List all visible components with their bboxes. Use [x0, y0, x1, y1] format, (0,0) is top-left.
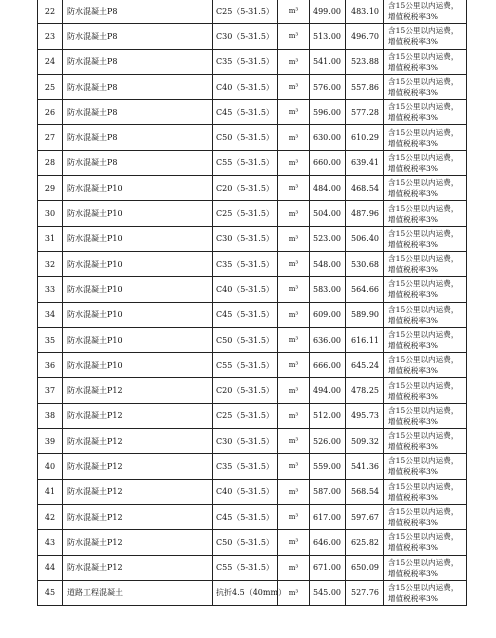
table-row: [38, 454, 467, 479]
material-name: 防水混凝土P12: [63, 479, 213, 504]
row-number: 24: [38, 49, 63, 74]
material-spec: C45（5-31.5）: [213, 100, 278, 125]
material-name: 防水混凝土P10: [63, 302, 213, 327]
material-spec: C25（5-31.5）: [213, 0, 278, 24]
price-excl-tax: 610.29: [346, 125, 384, 150]
remark-line-2: 增值税税率3%: [388, 113, 439, 123]
unit: m³: [278, 24, 310, 49]
price-incl-tax: 523.00: [310, 226, 346, 251]
unit: m³: [278, 454, 310, 479]
row-number: 45: [38, 580, 63, 605]
remark-line-1: 含15公里以内运费，: [388, 178, 459, 188]
remark-line-1: 含15公里以内运费，: [388, 51, 459, 61]
price-excl-tax: 597.67: [346, 504, 384, 529]
price-incl-tax: 671.00: [310, 555, 346, 580]
remark: [384, 251, 467, 276]
remark: [384, 327, 467, 352]
table-row: [38, 24, 467, 49]
remark: [384, 49, 467, 74]
remark: [384, 74, 467, 99]
material-spec: C50（5-31.5）: [213, 125, 278, 150]
unit: m³: [278, 479, 310, 504]
material-name: 防水混凝土P8: [63, 100, 213, 125]
material-spec: C40（5-31.5）: [213, 74, 278, 99]
row-number: 43: [38, 530, 63, 555]
price-excl-tax: 530.68: [346, 251, 384, 276]
price-incl-tax: 587.00: [310, 479, 346, 504]
remark: [384, 504, 467, 529]
remark-line-2: 增值税税率3%: [388, 138, 439, 148]
material-spec: C55（5-31.5）: [213, 555, 278, 580]
unit: m³: [278, 530, 310, 555]
remark-line-2: 增值税税率3%: [388, 391, 439, 401]
price-incl-tax: 559.00: [310, 454, 346, 479]
price-incl-tax: 548.00: [310, 251, 346, 276]
material-name: 防水混凝土P10: [63, 353, 213, 378]
table-row: [38, 479, 467, 504]
price-incl-tax: 541.00: [310, 49, 346, 74]
row-number: 38: [38, 403, 63, 428]
remark: [384, 429, 467, 454]
material-spec: C40（5-31.5）: [213, 479, 278, 504]
material-name: 防水混凝土P10: [63, 327, 213, 352]
material-spec: C20（5-31.5）: [213, 378, 278, 403]
unit: m³: [278, 100, 310, 125]
row-number: 35: [38, 327, 63, 352]
remark: [384, 555, 467, 580]
remark-line-1: 含15公里以内运费，: [388, 152, 459, 162]
remark-line-1: 含15公里以内运费，: [388, 582, 459, 592]
price-incl-tax: 617.00: [310, 504, 346, 529]
material-name: 防水混凝土P8: [63, 150, 213, 175]
unit: m³: [278, 429, 310, 454]
remark-line-2: 增值税税率3%: [388, 467, 439, 477]
material-name: 防水混凝土P8: [63, 24, 213, 49]
price-incl-tax: 646.00: [310, 530, 346, 555]
material-name: 防水混凝土P10: [63, 251, 213, 276]
material-name: 防水混凝土P10: [63, 201, 213, 226]
price-excl-tax: 564.66: [346, 277, 384, 302]
remark-line-1: 含15公里以内运费，: [388, 304, 459, 314]
remark-line-1: 含15公里以内运费，: [388, 1, 459, 11]
unit: m³: [278, 49, 310, 74]
material-spec: C40（5-31.5）: [213, 277, 278, 302]
table-row: [38, 100, 467, 125]
unit: m³: [278, 125, 310, 150]
remark: [384, 353, 467, 378]
remark-line-2: 增值税税率3%: [388, 62, 439, 72]
table-row: [38, 49, 467, 74]
remark: [384, 302, 467, 327]
remark-line-1: 含15公里以内运费，: [388, 507, 459, 517]
remark-line-2: 增值税税率3%: [388, 265, 439, 275]
table-row: [38, 251, 467, 276]
remark: [384, 100, 467, 125]
unit: m³: [278, 251, 310, 276]
remark-line-2: 增值税税率3%: [388, 568, 439, 578]
remark-line-2: 增值税税率3%: [388, 416, 439, 426]
material-spec: C35（5-31.5）: [213, 49, 278, 74]
material-spec: C45（5-31.5）: [213, 302, 278, 327]
remark: [384, 226, 467, 251]
material-name: 防水混凝土P12: [63, 429, 213, 454]
remark: [384, 0, 467, 24]
unit: m³: [278, 201, 310, 226]
material-spec: C45（5-31.5）: [213, 504, 278, 529]
price-excl-tax: 650.09: [346, 555, 384, 580]
remark: [384, 530, 467, 555]
table-row: [38, 125, 467, 150]
price-excl-tax: 527.76: [346, 580, 384, 605]
remark-line-2: 增值税税率3%: [388, 214, 439, 224]
table-row: [38, 327, 467, 352]
price-excl-tax: 506.40: [346, 226, 384, 251]
row-number: 28: [38, 150, 63, 175]
table-row: [38, 74, 467, 99]
price-incl-tax: 513.00: [310, 24, 346, 49]
unit: m³: [278, 302, 310, 327]
price-excl-tax: 478.25: [346, 378, 384, 403]
remark-line-2: 增值税税率3%: [388, 189, 439, 199]
price-excl-tax: 496.70: [346, 24, 384, 49]
table-row: [38, 555, 467, 580]
material-spec: C25（5-31.5）: [213, 403, 278, 428]
remark-line-1: 含15公里以内运费，: [388, 279, 459, 289]
row-number: 37: [38, 378, 63, 403]
material-name: 防水混凝土P8: [63, 0, 213, 24]
remark-line-1: 含15公里以内运费，: [388, 380, 459, 390]
price-excl-tax: 483.10: [346, 0, 384, 24]
row-number: 29: [38, 176, 63, 201]
remark: [384, 479, 467, 504]
remark-line-1: 含15公里以内运费，: [388, 431, 459, 441]
remark-line-2: 增值税税率3%: [388, 366, 439, 376]
remark-line-2: 增值税税率3%: [388, 290, 439, 300]
row-number: 27: [38, 125, 63, 150]
remark-line-1: 含15公里以内运费，: [388, 355, 459, 365]
row-number: 42: [38, 504, 63, 529]
material-spec: 抗折4.5（40mm）: [213, 580, 278, 605]
remark: [384, 176, 467, 201]
row-number: 41: [38, 479, 63, 504]
row-number: 30: [38, 201, 63, 226]
price-excl-tax: 509.32: [346, 429, 384, 454]
price-excl-tax: 487.96: [346, 201, 384, 226]
row-number: 34: [38, 302, 63, 327]
price-incl-tax: 526.00: [310, 429, 346, 454]
unit: m³: [278, 0, 310, 24]
price-incl-tax: 504.00: [310, 201, 346, 226]
table-body: [38, 0, 467, 606]
remark-line-1: 含15公里以内运费，: [388, 456, 459, 466]
remark-line-1: 含15公里以内运费，: [388, 532, 459, 542]
remark-line-2: 增值税税率3%: [388, 593, 439, 603]
material-spec: C55（5-31.5）: [213, 150, 278, 175]
material-spec: C55（5-31.5）: [213, 353, 278, 378]
remark: [384, 378, 467, 403]
row-number: 33: [38, 277, 63, 302]
row-number: 32: [38, 251, 63, 276]
remark-line-1: 含15公里以内运费，: [388, 203, 459, 213]
row-number: 23: [38, 24, 63, 49]
material-name: 防水混凝土P8: [63, 125, 213, 150]
row-number: 31: [38, 226, 63, 251]
remark: [384, 403, 467, 428]
remark-line-2: 增值税税率3%: [388, 518, 439, 528]
remark: [384, 454, 467, 479]
material-spec: C25（5-31.5）: [213, 201, 278, 226]
price-excl-tax: 625.82: [346, 530, 384, 555]
remark: [384, 580, 467, 605]
price-incl-tax: 630.00: [310, 125, 346, 150]
table-row: [38, 0, 467, 24]
price-excl-tax: 645.24: [346, 353, 384, 378]
row-number: 40: [38, 454, 63, 479]
table-row: [38, 580, 467, 605]
remark-line-2: 增值税税率3%: [388, 341, 439, 350]
material-name: 防水混凝土P12: [63, 504, 213, 529]
remark: [384, 125, 467, 150]
remark-line-2: 增值税税率3%: [388, 12, 439, 22]
price-incl-tax: 596.00: [310, 100, 346, 125]
price-excl-tax: 495.73: [346, 403, 384, 428]
price-incl-tax: 494.00: [310, 378, 346, 403]
material-name: 防水混凝土P12: [63, 555, 213, 580]
price-incl-tax: 660.00: [310, 150, 346, 175]
price-incl-tax: 484.00: [310, 176, 346, 201]
price-excl-tax: 616.11: [346, 327, 384, 352]
table-row: [38, 226, 467, 251]
remark: [384, 277, 467, 302]
table-row: [38, 530, 467, 555]
material-name: 防水混凝土P12: [63, 454, 213, 479]
price-incl-tax: 636.00: [310, 327, 346, 352]
material-name: 防水混凝土P10: [63, 176, 213, 201]
remark-line-1: 含15公里以内运费，: [388, 26, 459, 36]
remark-line-2: 增值税税率3%: [388, 492, 439, 502]
table-row: [38, 378, 467, 403]
remark-line-1: 含15公里以内运费，: [388, 405, 459, 415]
row-number: 39: [38, 429, 63, 454]
remark-line-1: 含15公里以内运费，: [388, 102, 459, 112]
unit: m³: [278, 176, 310, 201]
remark-line-2: 增值税税率3%: [388, 37, 439, 47]
table-row: [38, 302, 467, 327]
unit: m³: [278, 327, 310, 352]
material-name: 防水混凝土P12: [63, 378, 213, 403]
remark-line-2: 增值税税率3%: [388, 442, 439, 452]
unit: m³: [278, 378, 310, 403]
remark-line-1: 含15公里以内运费，: [388, 557, 459, 567]
price-incl-tax: 583.00: [310, 277, 346, 302]
price-incl-tax: 545.00: [310, 580, 346, 605]
table-row: [38, 176, 467, 201]
table-row: [38, 201, 467, 226]
material-spec: C35（5-31.5）: [213, 454, 278, 479]
price-excl-tax: 589.90: [346, 302, 384, 327]
remark-line-1: 含15公里以内运费，: [388, 254, 459, 264]
price-incl-tax: 512.00: [310, 403, 346, 428]
unit: m³: [278, 74, 310, 99]
material-name: 防水混凝土P8: [63, 74, 213, 99]
material-spec: C30（5-31.5）: [213, 226, 278, 251]
price-incl-tax: 576.00: [310, 74, 346, 99]
price-excl-tax: 541.36: [346, 454, 384, 479]
remark-line-1: 含15公里以内运费，: [388, 481, 459, 491]
material-spec: C30（5-31.5）: [213, 24, 278, 49]
material-spec: C30（5-31.5）: [213, 429, 278, 454]
price-incl-tax: 499.00: [310, 0, 346, 24]
material-name: 防水混凝土P10: [63, 277, 213, 302]
price-excl-tax: 639.41: [346, 150, 384, 175]
material-name: 防水混凝土P10: [63, 226, 213, 251]
price-table: [37, 0, 467, 606]
price-excl-tax: 523.88: [346, 49, 384, 74]
table-row: [38, 150, 467, 175]
price-incl-tax: 666.00: [310, 353, 346, 378]
unit: m³: [278, 580, 310, 605]
price-excl-tax: 577.28: [346, 100, 384, 125]
row-number: 44: [38, 555, 63, 580]
remark-line-1: 含15公里以内运费，: [388, 77, 459, 87]
row-number: 36: [38, 353, 63, 378]
price-excl-tax: 468.54: [346, 176, 384, 201]
material-spec: C35（5-31.5）: [213, 251, 278, 276]
unit: m³: [278, 555, 310, 580]
unit: m³: [278, 277, 310, 302]
table-row: [38, 429, 467, 454]
unit: m³: [278, 403, 310, 428]
unit: m³: [278, 150, 310, 175]
table-row: [38, 504, 467, 529]
row-number: 26: [38, 100, 63, 125]
remark-line-2: 增值税税率3%: [388, 543, 439, 553]
row-number: 22: [38, 0, 63, 24]
remark: [384, 150, 467, 175]
remark: [384, 201, 467, 226]
unit: m³: [278, 353, 310, 378]
remark-line-2: 增值税税率3%: [388, 315, 439, 325]
table-row: [38, 353, 467, 378]
price-excl-tax: 557.86: [346, 74, 384, 99]
material-name: 防水混凝土P12: [63, 403, 213, 428]
price-incl-tax: 609.00: [310, 302, 346, 327]
remark: [384, 24, 467, 49]
material-spec: C50（5-31.5）: [213, 530, 278, 555]
table-row: [38, 277, 467, 302]
material-name: 防水混凝土P12: [63, 530, 213, 555]
material-name: 道路工程混凝土: [63, 580, 213, 605]
table-row: [38, 403, 467, 428]
material-name: 防水混凝土P8: [63, 49, 213, 74]
price-excl-tax: 568.54: [346, 479, 384, 504]
remark-line-2: 增值税税率3%: [388, 239, 439, 249]
remark-line-2: 增值税税率3%: [388, 163, 439, 173]
unit: m³: [278, 226, 310, 251]
material-spec: C50（5-31.5）: [213, 327, 278, 352]
row-number: 25: [38, 74, 63, 99]
unit: m³: [278, 504, 310, 529]
remark-line-1: 含15公里以内运费，: [388, 127, 459, 137]
remark-line-1: 含15公里以内运费，: [388, 330, 459, 339]
remark-line-1: 含15公里以内运费，: [388, 228, 459, 238]
remark-line-2: 增值税税率3%: [388, 88, 439, 98]
material-spec: C20（5-31.5）: [213, 176, 278, 201]
